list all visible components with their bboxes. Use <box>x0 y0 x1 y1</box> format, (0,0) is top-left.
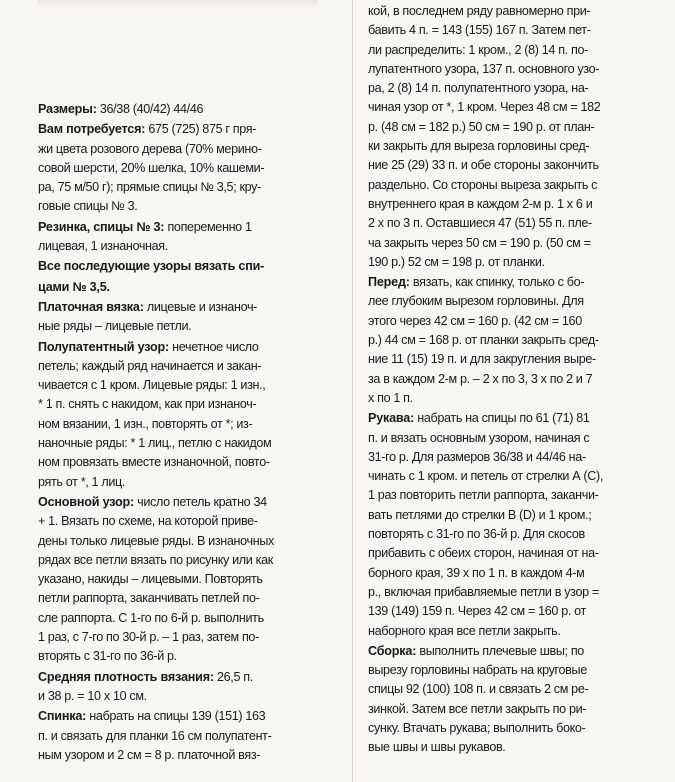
body-text: чивается с 1 кром. Лицевые ряды: 1 изн., <box>38 378 266 393</box>
body-text: + 1. Вязать по схеме, на которой приве- <box>38 514 258 529</box>
text-line <box>38 237 338 256</box>
body-text: набрать на спицы 139 (151) 163 <box>86 709 266 724</box>
paragraph <box>38 707 338 765</box>
text-line <box>38 453 338 472</box>
body-text: р.) 44 см = 168 р. от планки закрыть сред- <box>368 333 599 348</box>
text-line <box>368 661 668 680</box>
paragraph <box>38 120 338 216</box>
body-text: 675 (725) 875 г пря- <box>145 122 257 137</box>
body-text: вторять с 31-го по 36-й р. <box>38 649 177 664</box>
body-text: ли распределить: 1 кром., 2 (8) 14 п. по- <box>368 42 588 57</box>
section-heading: Полупатентный узор: <box>38 339 169 354</box>
text-line <box>38 415 338 434</box>
text-line <box>38 357 338 376</box>
column-divider <box>352 0 353 782</box>
text-line <box>38 609 338 628</box>
paragraph <box>38 338 338 492</box>
text-line <box>368 680 668 699</box>
body-text: наборного края все петли закрыть. <box>368 623 561 638</box>
body-text: х по 1 п. <box>368 390 413 405</box>
body-text: ра, 2 (8) 14 п. полупатентного узора, на- <box>368 81 589 96</box>
text-line <box>38 120 338 139</box>
text-line <box>38 140 338 159</box>
text-line <box>368 389 668 408</box>
paragraph <box>368 2 668 272</box>
body-text: попеременно 1 <box>164 219 252 234</box>
body-text: вязать, как спинку, только с бо- <box>409 275 585 290</box>
body-text: сле раппорта. С 1-го по 6-й р. выполнить <box>38 610 264 625</box>
body-text: наночные ряды: * 1 лиц., петлю с накидом <box>38 436 272 451</box>
body-text: 190 р.) 52 см = 198 р. от планки. <box>368 254 545 269</box>
body-text: повторять с 31-го по 36-й р. Для скосов <box>368 527 585 542</box>
text-line <box>368 21 668 40</box>
right-column <box>368 2 668 758</box>
body-text: зинкой. Затем все петли закрыть по ри- <box>368 701 587 716</box>
paragraph <box>38 493 338 667</box>
body-text: ра, 75 м/50 г); прямые спицы № 3,5; кру- <box>38 180 261 195</box>
text-line <box>368 642 668 661</box>
text-line <box>368 583 668 602</box>
body-text: этого через 42 см = 160 р. (42 см = 160 <box>368 313 582 328</box>
section-heading: цами № 3,5. <box>38 279 110 294</box>
text-line <box>38 589 338 608</box>
body-text: лицевые и изнаноч- <box>143 299 257 314</box>
body-text: петли раппорта, заканчивать петлей по- <box>38 591 260 606</box>
body-text: раздельно. Со стороны выреза закрыть с <box>368 177 598 192</box>
text-line <box>38 395 338 414</box>
text-line <box>368 506 668 525</box>
text-line <box>38 707 338 726</box>
text-line <box>38 298 338 317</box>
body-text: за в каждом 2-м р. – 2 х по 3, 3 х по 2 и 7 <box>368 371 593 386</box>
text-line <box>368 622 668 641</box>
body-text: п. и вязать основным узором, начиная с <box>368 430 590 445</box>
paragraph <box>38 298 338 337</box>
body-text: вать петлями до стрелки В (D) и 1 кром.; <box>368 507 592 522</box>
body-text: сунку. Втачать рукава; выполнить боко- <box>368 720 586 735</box>
paragraph <box>38 100 338 119</box>
text-line <box>368 350 668 369</box>
paragraph <box>368 642 668 758</box>
text-line <box>38 551 338 570</box>
text-line <box>368 467 668 486</box>
body-text: выполнить плечевые швы; по <box>416 643 584 658</box>
body-text: говые спицы № 3. <box>38 199 138 214</box>
body-text: бавить 4 п. = 143 (155) 167 п. Затем пет- <box>368 23 591 38</box>
text-line <box>38 532 338 551</box>
text-line <box>368 429 668 448</box>
section-heading: Сборка: <box>368 643 417 658</box>
body-text: * 1 п. снять с накидом, как при изнаноч- <box>38 397 257 412</box>
paragraph <box>38 668 338 707</box>
body-text: лицевая, 1 изнаночная. <box>38 239 168 254</box>
text-line <box>38 159 338 178</box>
body-text: жи цвета розового дерева (70% мерино- <box>38 141 262 156</box>
body-text: 2 х по 3 п. Оставшиеся 47 (51) 55 п. пле- <box>368 216 592 231</box>
body-text: лее глубоким вырезом горловины. Для <box>368 294 584 309</box>
section-heading: Перед: <box>368 275 410 290</box>
text-line <box>368 79 668 98</box>
text-line <box>368 60 668 79</box>
body-text: ки закрыть для выреза горловины сред- <box>368 139 590 154</box>
text-line <box>368 544 668 563</box>
paragraph <box>38 257 338 276</box>
text-line <box>368 195 668 214</box>
text-line <box>38 493 338 512</box>
text-line <box>38 687 338 706</box>
text-line <box>368 448 668 467</box>
text-line <box>368 602 668 621</box>
body-text: ном вязании, 1 изн., повторять от *; из- <box>38 416 253 431</box>
top-edge-shadow <box>38 0 318 8</box>
text-line <box>368 719 668 738</box>
body-text: р., включая прибавляемые петли в узор = <box>368 584 599 599</box>
section-heading: Размеры: <box>38 102 97 116</box>
body-text: 139 (149) 159 п. Через 42 см = 160 р. от <box>368 604 586 619</box>
body-text: 31-го р. Для размеров 36/38 и 44/46 на- <box>368 449 586 464</box>
paragraph <box>38 278 338 297</box>
section-heading: Все последующие узоры вязать спи- <box>38 259 265 274</box>
text-line <box>368 176 668 195</box>
body-text: чиная узор от *, 1 кром. Через 48 см = 182 <box>368 100 601 115</box>
body-text: 1 раз повторить петли раппорта, заканчи- <box>368 488 599 503</box>
text-line <box>38 727 338 746</box>
text-line <box>38 628 338 647</box>
paragraph <box>368 409 668 641</box>
body-text: петель; каждый ряд начинается и закан- <box>38 358 262 373</box>
paragraph <box>368 273 668 408</box>
section-heading: Резинка, спицы № 3: <box>38 219 165 234</box>
text-line <box>38 376 338 395</box>
body-text: ном провязать вместе изнаночной, повто- <box>38 455 270 470</box>
body-text: чинать с 1 кром. и петель от стрелки А (С), <box>368 469 604 484</box>
text-line <box>38 434 338 453</box>
body-text: дены только лицевые ряды. В изнаночных <box>38 533 274 548</box>
text-line <box>368 2 668 21</box>
text-line <box>38 338 338 357</box>
paragraph <box>38 218 338 257</box>
text-line <box>368 253 668 272</box>
text-line <box>368 409 668 428</box>
text-line <box>38 473 338 492</box>
body-text: вые швы и швы рукавов. <box>368 740 506 755</box>
body-text: 1 раз, с 7-го по 30-й р. – 1 раз, затем по- <box>38 630 259 645</box>
body-text: вырезу горловины набрать на круговые <box>368 663 587 678</box>
body-text: внутреннего края в каждом 2-м р. 1 х 6 и <box>368 196 593 211</box>
left-column <box>38 100 338 765</box>
body-text: и 38 р. = 10 х 10 см. <box>38 688 147 703</box>
text-line <box>368 564 668 583</box>
text-line <box>368 137 668 156</box>
text-line <box>368 370 668 389</box>
text-line <box>368 486 668 505</box>
section-heading: Основной узор: <box>38 494 134 509</box>
text-line <box>368 214 668 233</box>
body-text: ча закрыть через 50 см = 190 р. (50 см = <box>368 235 591 250</box>
text-line <box>368 98 668 117</box>
body-text: указано, накиды – лицевыми. Повторять <box>38 572 263 587</box>
text-line <box>368 525 668 544</box>
text-line <box>38 278 338 297</box>
text-line <box>38 100 338 119</box>
body-text: число петель кратно 34 <box>133 494 267 509</box>
text-line <box>368 738 668 757</box>
text-line <box>38 178 338 197</box>
section-heading: Спинка: <box>38 709 87 724</box>
body-text: ным узором и 2 см = 8 р. платочной вяз- <box>38 747 261 762</box>
text-line <box>38 218 338 237</box>
body-text: ние 11 (15) 19 п. и для закругления выре- <box>368 352 596 367</box>
text-line <box>368 234 668 253</box>
text-line <box>368 700 668 719</box>
body-text: 26,5 п. <box>213 669 253 684</box>
text-line <box>368 41 668 60</box>
body-text: рять от *, 1 лиц. <box>38 474 126 489</box>
text-line <box>368 273 668 292</box>
body-text: рядах все петли вязать по рисунку или как <box>38 552 273 567</box>
body-text: набрать на спицы по 61 (71) 81 <box>414 411 590 426</box>
text-line <box>38 197 338 216</box>
text-line <box>368 118 668 137</box>
body-text: совой шерсти, 20% шелка, 10% кашеми- <box>38 160 265 175</box>
section-heading: Средняя плотность вязания: <box>38 669 214 684</box>
body-text: ные ряды – лицевые петли. <box>38 319 192 334</box>
body-text: борного края, 39 х по 1 п. в каждом 4-м <box>368 565 585 580</box>
section-heading: Рукава: <box>368 411 415 426</box>
text-line <box>368 292 668 311</box>
body-text: лупатентного узора, 137 п. основного узо- <box>368 61 600 76</box>
text-line <box>368 312 668 331</box>
text-line <box>38 668 338 687</box>
text-line <box>38 257 338 276</box>
body-text: спицы 92 (100) 108 п. и связать 2 см ре- <box>368 682 589 697</box>
body-text: прибавить с обеих сторон, начиная от на- <box>368 546 599 561</box>
text-line <box>38 746 338 765</box>
section-heading: Вам потребуется: <box>38 122 146 137</box>
body-text: п. и связать для планки 16 см полупатент- <box>38 728 272 743</box>
body-text: нечетное число <box>169 339 259 354</box>
text-line <box>368 156 668 175</box>
text-line <box>38 647 338 666</box>
body-text: 36/38 (40/42) 44/46 <box>96 102 204 116</box>
text-line <box>368 331 668 350</box>
text-line <box>38 570 338 589</box>
text-line <box>38 512 338 531</box>
body-text: ние 25 (29) 33 п. и обе стороны закончить <box>368 158 599 173</box>
section-heading: Платочная вязка: <box>38 299 144 314</box>
body-text: р. (48 см = 182 р.) 50 см = 190 р. от план- <box>368 119 595 134</box>
text-line <box>38 317 338 336</box>
body-text: кой, в последнем ряду равномерно при- <box>368 4 591 18</box>
